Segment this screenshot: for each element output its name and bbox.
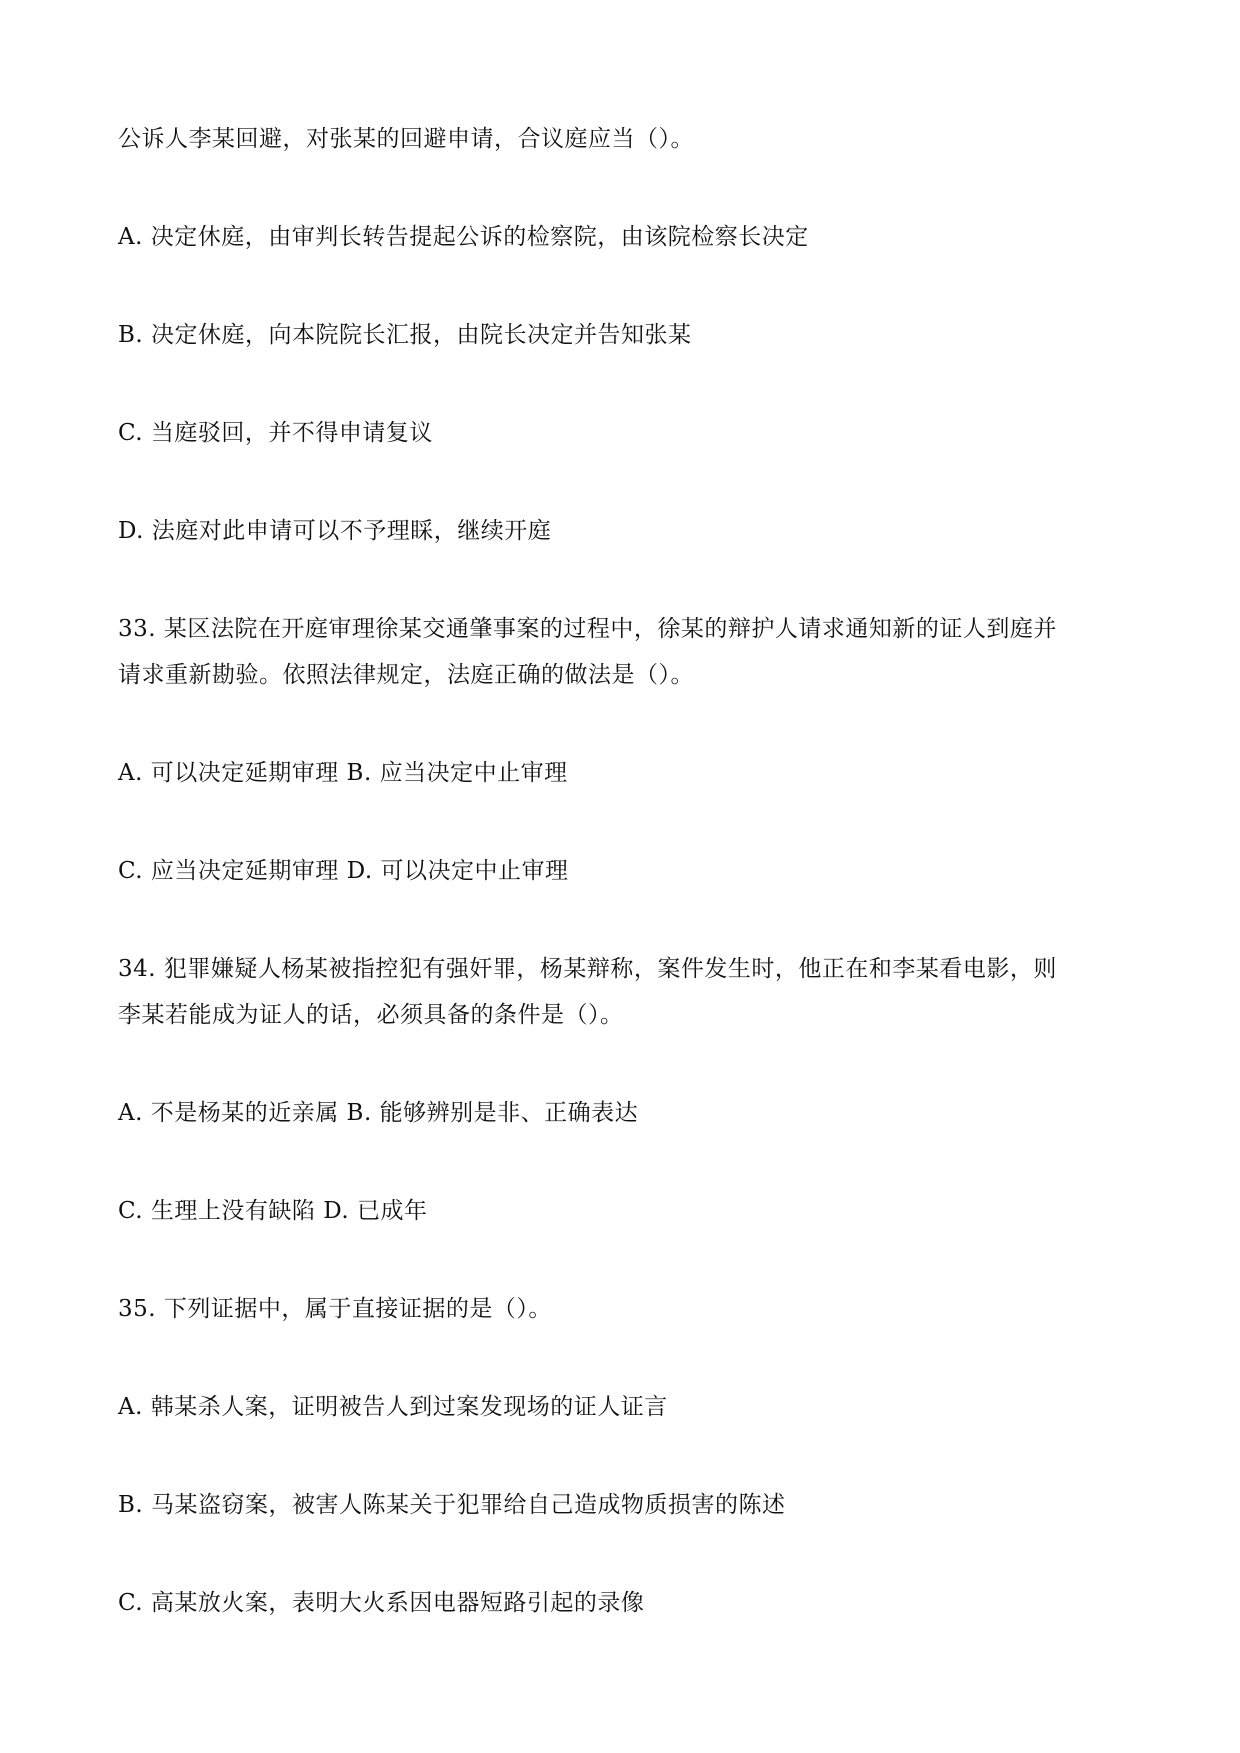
question-32-option-a: A. 决定休庭，由审判长转告提起公诉的检察院，由该院检察长决定 [118, 224, 809, 250]
document-body [118, 116, 1128, 1626]
question-33-stem-line-2: 请求重新勘验。依照法律规定，法庭正确的做法是（）。 [118, 662, 694, 688]
question-35-option-c: C. 高某放火案，表明大火系因电器短路引起的录像 [118, 1590, 645, 1616]
question-35-option-b: B. 马某盗窃案，被害人陈某关于犯罪给自己造成物质损害的陈述 [118, 1492, 786, 1518]
question-33-options-cd: C. 应当决定延期审理 D. 可以决定中止审理 [118, 858, 569, 884]
question-35-stem: 35. 下列证据中，属于直接证据的是（）。 [118, 1296, 552, 1322]
question-32-option-c: C. 当庭驳回，并不得申请复议 [118, 420, 433, 446]
question-34-options-cd: C. 生理上没有缺陷 D. 已成年 [118, 1198, 428, 1224]
question-34-stem-line-1: 34. 犯罪嫌疑人杨某被指控犯有强奸罪，杨某辩称，案件发生时，他正在和李某看电影，则 [118, 956, 1057, 982]
question-32-option-b: B. 决定休庭，向本院院长汇报，由院长决定并告知张某 [118, 322, 692, 348]
question-33-options-ab: A. 可以决定延期审理 B. 应当决定中止审理 [118, 760, 568, 786]
question-34-stem-line-2: 李某若能成为证人的话，必须具备的条件是（）。 [118, 1002, 624, 1028]
question-35-option-a: A. 韩某杀人案，证明被告人到过案发现场的证人证言 [118, 1394, 668, 1420]
question-33-stem-line-1: 33. 某区法院在开庭审理徐某交通肇事案的过程中，徐某的辩护人请求通知新的证人到庭并 [118, 616, 1057, 642]
question-32-stem-continuation: 公诉人李某回避，对张某的回避申请，合议庭应当（）。 [118, 126, 694, 152]
question-34-options-ab: A. 不是杨某的近亲属 B. 能够辨别是非、正确表达 [118, 1100, 639, 1126]
question-32-option-d: D. 法庭对此申请可以不予理睬，继续开庭 [118, 518, 552, 544]
